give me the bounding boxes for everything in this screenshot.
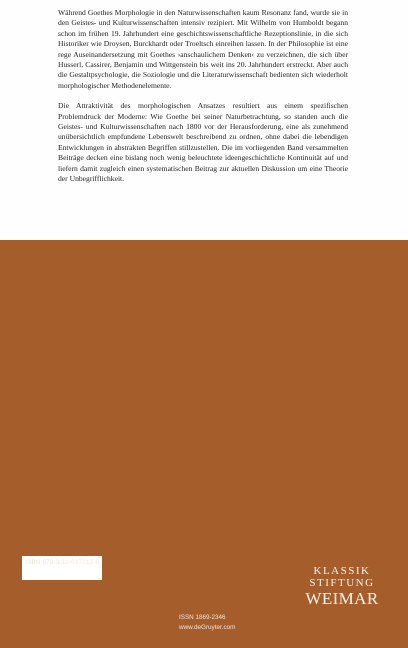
issn-label: ISSN 1869-2346 (179, 614, 226, 621)
blurb-area (0, 0, 408, 240)
isbn-label: ISBN 978-3-11-037212-0 (25, 559, 100, 566)
blurb-paragraph-2: Die Attraktivität des morphologischen Ansatzes resultiert aus einem spezifischen Problemdruck der Moderne: Wie Goethe bei seiner Naturbetrachtung, so standen auch die Geistes- und Kulturwissenschaften nach 1800 vor der Herausforderung, eine als zunehmend unübersichtlich empfundene Lebenswelt beschreibend zu ordnen, ohne dabei die lebendigen Entwicklungen in abstrakten Begriffen stillzustellen. Die im vorliegenden Band versammelten Beiträge decken eine bislang noch wenig beleuchtete ideengeschichtliche Kontinuität auf und liefern damit zugleich einen systematischen Beitrag zur aktuellen Diskussion um eine Theorie der Unbegrifflichkeit. (58, 101, 348, 184)
website-link[interactable]: www.deGruyter.com (179, 624, 236, 631)
logo-line-2: STIFTUNG (309, 577, 375, 589)
klassik-stiftung-weimar-logo (292, 566, 392, 607)
blurb-text (58, 8, 348, 185)
logo-line-3: WEIMAR (305, 589, 379, 608)
logo-line-1: KLASSIK (313, 565, 371, 577)
blurb-paragraph-1: Während Goethes Morphologie in den Naturwissenschaften kaum Resonanz fand, wurde sie in den Geistes- und Kulturwissenschaften intensiv rezipiert. Mit Wilhelm von Humboldt begann schon im frühen 19. Jahrhundert eine geschichtswissenschaftliche Rezeptionslinie, in die sich Historiker wie Droysen, Burckhardt oder Troeltsch einreihen lassen. In der Philosophie ist eine rege Auseinandersetzung mit Goethes ›anschaulichem Denken‹ zu verzeichnen, die sich über Husserl, Cassirer, Benjamin und Wittgenstein bis weit ins 20. Jahrhundert erstreckt. Aber auch die Gestaltpsychologie, die Soziologie und die Literaturwissenschaft bedienten sich wiederholt morphologischer Methodenelemente. (58, 8, 348, 90)
